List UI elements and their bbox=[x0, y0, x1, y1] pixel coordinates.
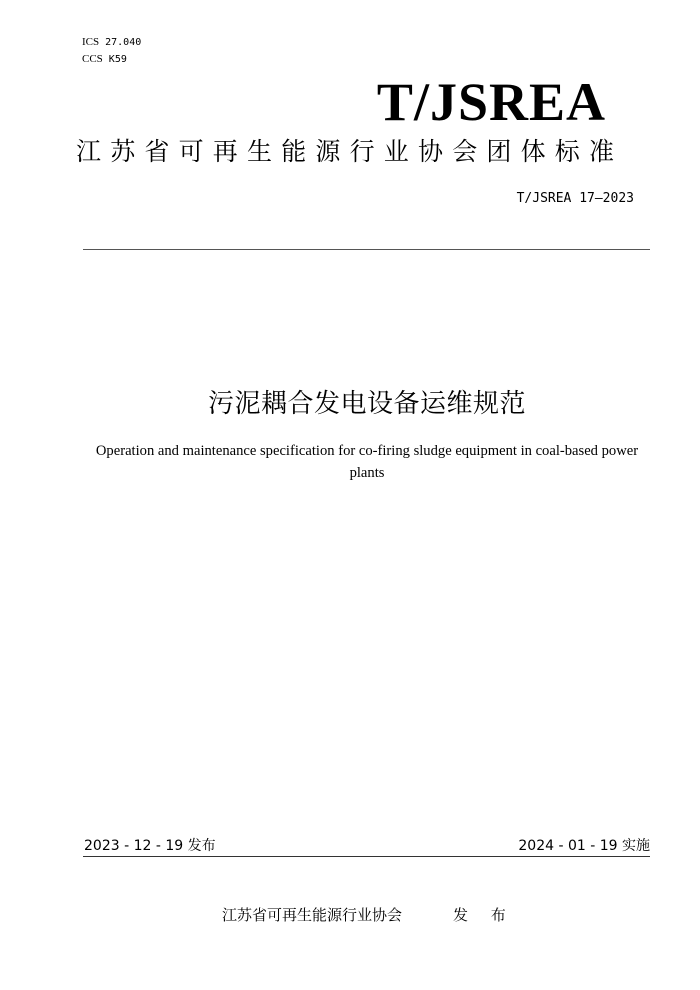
ccs-label: CCS bbox=[82, 53, 103, 65]
implementation-date: 2024 - 01 - 19 实施 bbox=[518, 838, 650, 854]
top-divider bbox=[83, 249, 650, 250]
ics-label: ICS bbox=[82, 36, 100, 48]
ics-value: 27.040 bbox=[105, 37, 142, 48]
organization-standard-name: 江苏省可再生能源行业协会团体标准 bbox=[76, 137, 624, 166]
standard-number: T/JSREA 17—2023 bbox=[516, 191, 634, 206]
publisher-name: 江苏省可再生能源行业协会 bbox=[222, 906, 403, 924]
classification-codes bbox=[82, 34, 141, 68]
issue-date: 2023 - 12 - 19 发布 bbox=[84, 838, 216, 854]
publish-label: 发 布 bbox=[453, 906, 515, 924]
ics-row bbox=[82, 34, 141, 51]
organization-code: T/JSREA bbox=[376, 72, 606, 132]
ccs-row bbox=[82, 51, 141, 68]
document-title-chinese: 污泥耦合发电设备运维规范 bbox=[207, 389, 526, 419]
document-title-english: Operation and maintenance specification for co-firing sludge equipment in coal-based power plants bbox=[95, 443, 639, 481]
bottom-divider bbox=[83, 856, 650, 857]
ccs-value: K59 bbox=[108, 54, 127, 65]
